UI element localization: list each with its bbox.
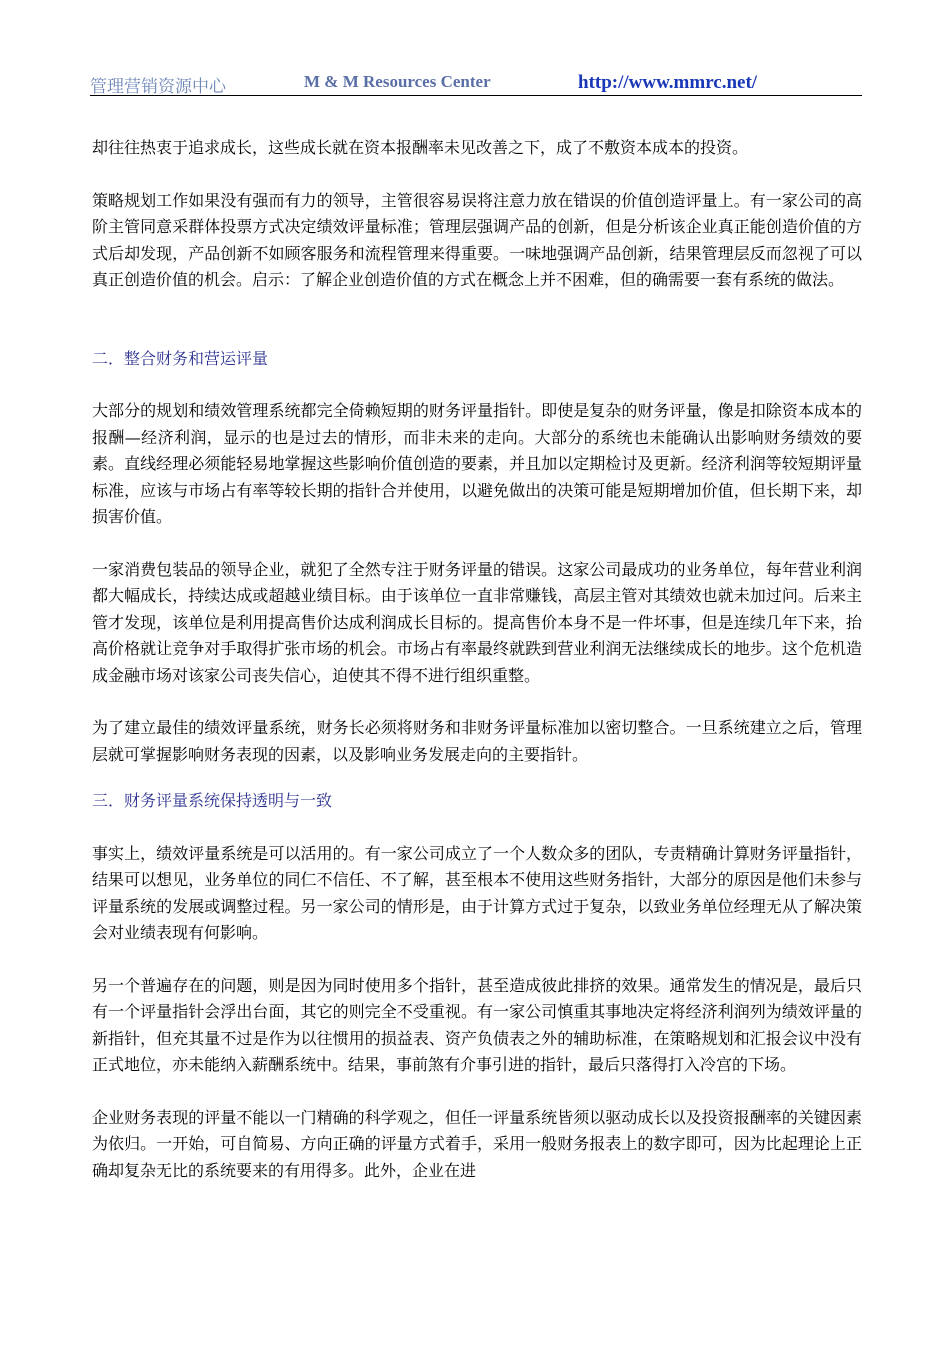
paragraph: 策略规划工作如果没有强而有力的领导，主管很容易误将注意力放在错误的价值创造评量上。有一家公司的高阶主管同意采群体投票方式决定绩效评量标准；管理层强调产品的创新，但是分析该企业真正能创造价值的方式后却发现，产品创新不如顾客服务和流程管理来得重要。一味地强调产品创新，结果管理层反而忽视了可以真正创造价值的机会。启示：了解企业创造价值的方式在概念上并不困难，但的确需要一套有系统的做法。	[92, 190, 862, 289]
header-url-link[interactable]: http://www.mmrc.net/	[578, 72, 758, 93]
paragraph: 一家消费包装品的领导企业，就犯了全然专注于财务评量的错误。这家公司最成功的业务单位，每年营业利润都大幅成长，持续达成或超越业绩目标。由于该单位一直非常赚钱，高层主管对其绩效也就未加过问。后来主管才发现，该单位是利用提高售价达成利润成长目标的。提高售价本身不是一件坏事，但是连续几年下来，抬高价格就让竞争对手取得扩张市场的机会。市场占有率最终就跌到营业利润无法继续成长的地步。这个危机造成金融市场对该家公司丧失信心，迫使其不得不进行组织重整。	[92, 559, 862, 685]
paragraph: 企业财务表现的评量不能以一门精确的科学观之，但任一评量系统皆须以驱动成长以及投资报酬率的关键因素为依归。一开始，可自简易、方向正确的评量方式着手，采用一般财务报表上的数字即可，因为比起理论上正确却复杂无比的系统要来的有用得多。此外，企业在进	[92, 1107, 862, 1180]
header-title-cn: 管理营销资源中心	[90, 77, 226, 97]
paragraph: 另一个普遍存在的问题，则是因为同时使用多个指针，甚至造成彼此排挤的效果。通常发生的情况是，最后只有一个评量指针会浮出台面，其它的则完全不受重视。有一家公司慎重其事地决定将经济利润列为绩效评量的新指针，但充其量不过是作为以往惯用的损益表、资产负债表之外的辅助标准，在策略规划和汇报会议中没有正式地位，亦未能纳入薪酬系统中。结果，事前煞有介事引进的指针，最后只落得打入冷宫的下场。	[92, 975, 862, 1074]
paragraph: 事实上，绩效评量系统是可以活用的。有一家公司成立了一个人数众多的团队，专责精确计算财务评量指针，结果可以想见，业务单位的同仁不信任、不了解，甚至根本不使用这些财务指针，大部分的原因是他们未参与评量系统的发展或调整过程。另一家公司的情形是，由于计算方式过于复杂，以致业务单位经理无从了解决策会对业绩表现有何影响。	[92, 843, 862, 942]
section-heading-2: 二．整合财务和营运评量	[92, 348, 269, 368]
section-heading-3: 三．财务评量系统保持透明与一致	[92, 791, 333, 810]
header-divider	[90, 95, 862, 96]
page-header	[90, 68, 862, 96]
document-body	[92, 135, 862, 1184]
paragraph: 大部分的规划和绩效管理系统都完全倚赖短期的财务评量指针。即使是复杂的财务评量，像是扣除资本成本的报酬—经济利润，显示的也是过去的情形，而非未来的走向。大部分的系统也未能确认出影响财务绩效的要素。直线经理必须能轻易地掌握这些影响价值创造的要素，并且加以定期检讨及更新。经济利润等较短期评量标准，应该与市场占有率等较长期的指针合并使用，以避免做出的决策可能是短期增加价值，但长期下来，却损害价值。	[92, 401, 862, 526]
paragraph: 为了建立最佳的绩效评量系统，财务长必须将财务和非财务评量标准加以密切整合。一旦系统建立之后，管理层就可掌握影响财务表现的因素，以及影响业务发展走向的主要指针。	[92, 718, 862, 764]
header-title-en: M & M Resources Center	[304, 72, 491, 91]
paragraph: 却往往热衷于追求成长，这些成长就在资本报酬率未见改善之下，成了不敷资本成本的投资。	[92, 138, 749, 157]
